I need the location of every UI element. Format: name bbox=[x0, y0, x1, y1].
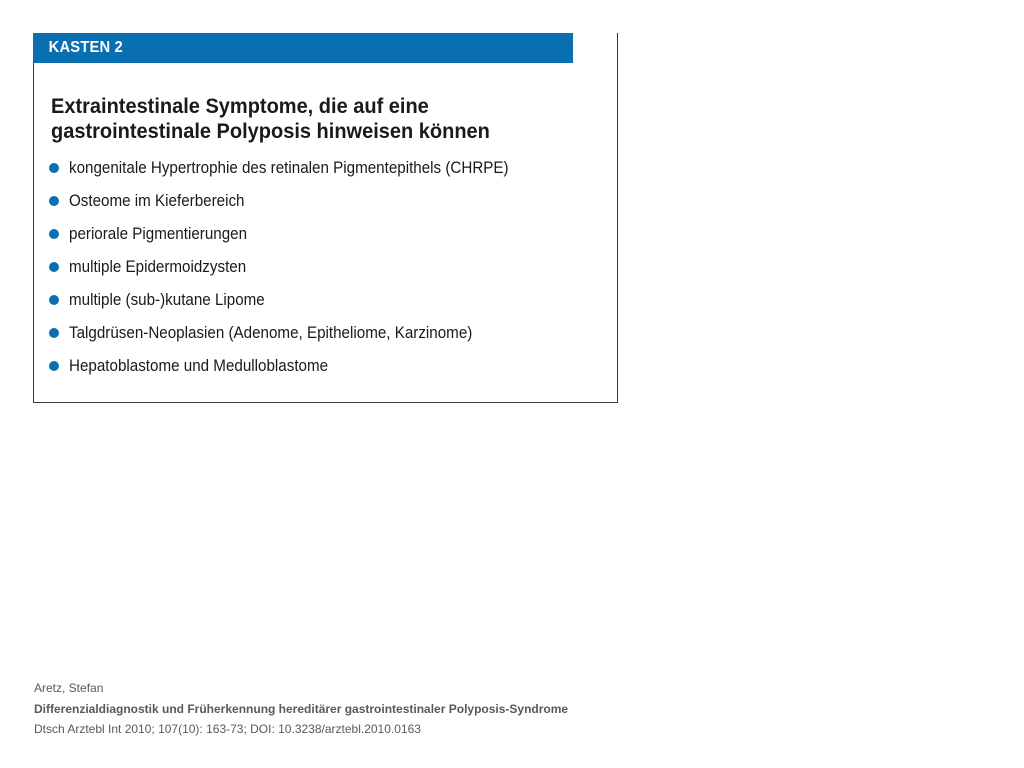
box-title-line2: gastrointestinale Polyposis hinweisen können bbox=[51, 119, 490, 143]
list-item-text: Hepatoblastome und Medulloblastome bbox=[69, 357, 329, 375]
list-item-text: multiple Epidermoidzysten bbox=[69, 258, 247, 276]
list-item bbox=[49, 353, 609, 386]
info-box bbox=[33, 33, 618, 403]
box-title bbox=[51, 94, 572, 144]
bullet-icon bbox=[49, 229, 59, 239]
bullet-icon bbox=[49, 196, 59, 206]
list-item bbox=[49, 287, 609, 320]
bullet-icon bbox=[49, 328, 59, 338]
citation-author: Aretz, Stefan bbox=[34, 681, 104, 695]
bullet-icon bbox=[49, 361, 59, 371]
citation bbox=[34, 678, 568, 740]
list-item-text: Talgdrüsen-Neoplasien (Adenome, Epitheliome, Karzinome) bbox=[69, 324, 473, 342]
box-header: KASTEN 2 bbox=[33, 33, 573, 63]
list-item bbox=[49, 221, 609, 254]
citation-title: Differenzialdiagnostik und Früherkennung hereditärer gastrointestinaler Polyposis-Syndrome bbox=[34, 701, 569, 716]
list-item-text: multiple (sub-)kutane Lipome bbox=[69, 291, 265, 309]
box-title-line1: Extraintestinale Symptome, die auf eine bbox=[51, 94, 429, 118]
list-item-text: Osteome im Kieferbereich bbox=[69, 192, 245, 210]
list-item bbox=[49, 155, 609, 188]
list-item bbox=[49, 188, 609, 221]
citation-source: Dtsch Arztebl Int 2010; 107(10): 163-73; DOI: 10.3238/arztebl.2010.0163 bbox=[34, 722, 421, 736]
list-item bbox=[49, 320, 609, 353]
bullet-icon bbox=[49, 163, 59, 173]
list-item-text: kongenitale Hypertrophie des retinalen Pigmentepithels (CHRPE) bbox=[69, 159, 509, 177]
list-item bbox=[49, 254, 609, 287]
bullet-icon bbox=[49, 295, 59, 305]
bullet-icon bbox=[49, 262, 59, 272]
symptom-list bbox=[49, 155, 609, 386]
list-item-text: periorale Pigmentierungen bbox=[69, 225, 248, 243]
